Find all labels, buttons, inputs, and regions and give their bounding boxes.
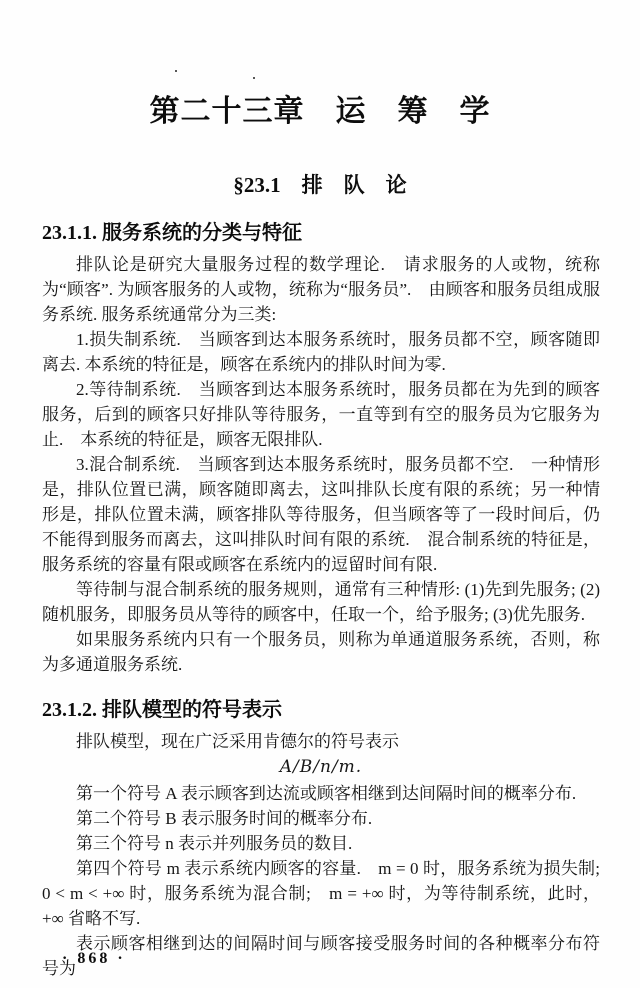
- kendall-notation-formula: A/B/n/m.: [279, 757, 363, 777]
- paragraph-symbol-n: 第三个符号 n 表示并列服务员的数目.: [76, 834, 353, 853]
- paragraph-distribution-symbols-intro: 表示顾客相继到达的间隔时间与顾客接受服务时间的各种概率分布符号为: [42, 934, 600, 978]
- paragraph-loss-system: 1.损失制系统. 当顾客到达本服务系统时，服务员都不空，顾客随即离去. 本系统的特征是，顾客在系统内的排队时间为零.: [42, 330, 600, 374]
- paragraph-channel-types: 如果服务系统内只有一个服务员，则称为单通道服务系统，否则，称为多通道服务系统.: [42, 630, 600, 674]
- paragraph-kendall-intro: 排队模型，现在广泛采用肯德尔的符号表示: [76, 732, 399, 751]
- section-title: §23.1 排 队 论: [233, 173, 407, 197]
- paragraph-waiting-system: 2.等待制系统. 当顾客到达本服务系统时，服务员都在为先到的顾客服务，后到的顾客只好排队等待服务，一直等到有空的服务员为它服务为止. 本系统的特征是，顾客无限排队.: [42, 380, 600, 449]
- page-content: [42, 218, 600, 981]
- page-number: · 868 ·: [62, 950, 126, 967]
- subsection-23-1-1-heading: 23.1.1. 服务系统的分类与特征: [42, 222, 302, 244]
- subsection-23-1-2-heading: 23.1.2. 排队模型的符号表示: [42, 699, 282, 721]
- scan-speck: [175, 70, 177, 72]
- paragraph-mixed-system: 3.混合制系统. 当顾客到达本服务系统时，服务员都不空. 一种情形是，排队位置已满，顾客随即离去，这叫排队长度有限的系统；另一种情形是，排队位置未满，顾客排队等待服务，但当顾客等了一段时间后，仍不能得到服务而离去，这叫排队时间有限的系统. 混合制系统的特征是，服务系统的容量有限或顾客在系统内的逗留时间有限.: [42, 455, 600, 574]
- paragraph-symbol-b: 第二个符号 B 表示服务时间的概率分布.: [76, 809, 373, 828]
- paragraph-service-rules: 等待制与混合制系统的服务规则，通常有三种情形: (1)先到先服务; (2)随机服务，即服务员从等待的顾客中，任取一个，给予服务; (3)优先服务.: [42, 580, 600, 624]
- scan-speck: [253, 77, 255, 79]
- paragraph-symbol-a: 第一个符号 A 表示顾客到达流或顾客相继到达间隔时间的概率分布.: [76, 784, 577, 803]
- paragraph-symbol-m: 第四个符号 m 表示系统内顾客的容量. m = 0 时，服务系统为损失制; 0 < m < +∞ 时，服务系统为混合制; m = +∞ 时，为等待制系统，此时，+∞ 省略不写.: [42, 859, 600, 928]
- chapter-title: 第二十三章 运 筹 学: [149, 95, 491, 128]
- paragraph-queueing-intro: 排队论是研究大量服务过程的数学理论. 请求服务的人或物，统称为“顾客”. 为顾客服务的人或物，统称为“服务员”. 由顾客和服务员组成服务系统. 服务系统通常分为三类:: [42, 255, 600, 324]
